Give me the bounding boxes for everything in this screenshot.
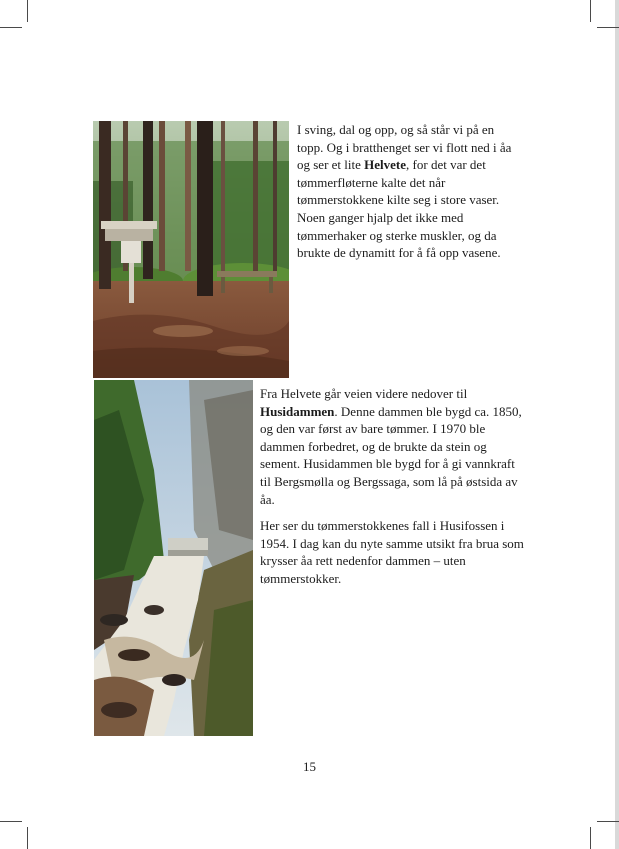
crop-mark: [597, 27, 619, 28]
text-block-helvete: [297, 121, 523, 271]
waterfall-photo: [94, 380, 253, 736]
crop-mark: [0, 27, 22, 28]
crop-mark: [597, 821, 619, 822]
text-span: Fra Helvete går veien videre nedover til: [260, 386, 468, 401]
crop-mark: [27, 827, 28, 849]
crop-mark: [590, 827, 591, 849]
bold-term-helvete: Helvete: [364, 157, 407, 173]
crop-mark: [0, 821, 22, 822]
paragraph-husidammen: [260, 385, 524, 508]
forest-signpost-photo: [93, 121, 289, 378]
text-span: I sving, dal og opp, og så står vi på en topp. Og i bratthenget ser vi flott ned i åa og ser et lite: [297, 122, 512, 173]
crop-mark: [27, 0, 28, 22]
paragraph-husifossen: Her ser du tømmerstokkenes fall i Husifossen i 1954. I dag kan du nyte samme utsikt fra brua som krysser åa rett nedenfor dammen – uten tømmerstokker.: [260, 518, 524, 586]
text-block-husidammen: [260, 385, 524, 597]
text-span: . Denne dammen ble bygd ca. 1850, og den var først av bare tømmer. I 1970 ble dammen forbedret, og de brukte da stein og sement. Husidammen ble bygd for å gi vannkraft til Bergsmølla og Bergssaga, som lå på østsida av åa.: [260, 403, 522, 507]
paragraph-helvete: [297, 121, 523, 262]
crop-mark: [590, 0, 591, 22]
page-number: 15: [303, 759, 316, 774]
bold-term-husidammen: Husidammen: [260, 403, 335, 419]
text-span: , for det var det tømmerfløterne kalte det når tømmerstokkene kilte seg i store vaser. Noen ganger hjalp det ikke med tømmerhaker og sterke muskler, og da brukte de dynamitt for å få opp vasene.: [297, 157, 501, 261]
page-edge: [615, 0, 619, 849]
